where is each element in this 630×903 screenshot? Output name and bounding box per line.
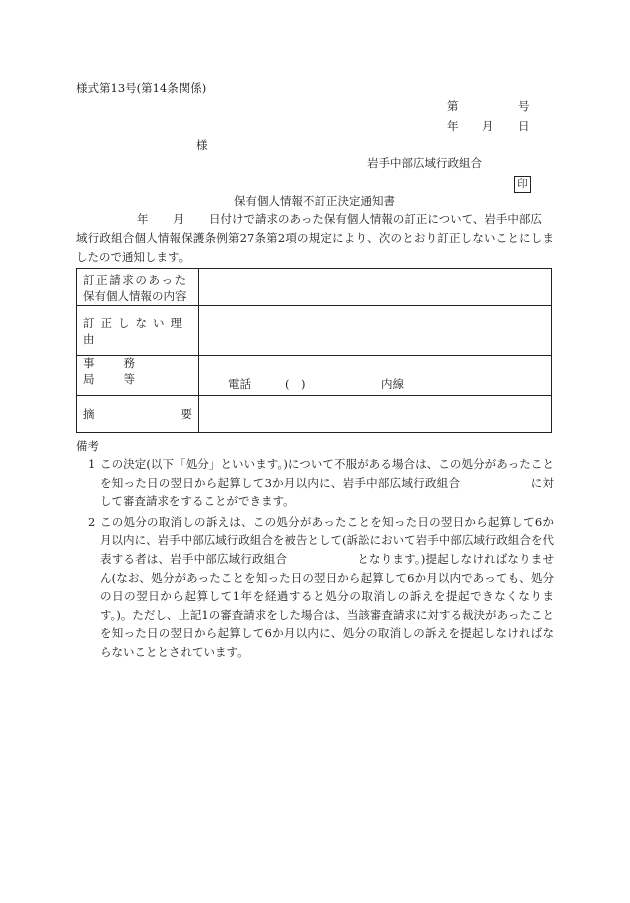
- seal-stamp: 印: [514, 176, 531, 193]
- body-text-continued: 域行政組合個人情報保護条例第27条第2項の規定により、次のとおり訂正しないことにしましたので通知します。: [76, 231, 554, 264]
- requested-info-label: [77, 269, 199, 306]
- note-number: 2: [88, 514, 96, 529]
- document-number-suffix: 号: [518, 99, 530, 113]
- note-number: 1: [88, 457, 96, 471]
- table-row: [77, 356, 552, 396]
- body-date-year: 年: [137, 212, 149, 226]
- date-month-label: 月: [482, 119, 494, 133]
- phone-parens: ( ): [285, 377, 306, 391]
- office-contact-cell: [199, 356, 552, 396]
- phone-label: 電話: [228, 377, 251, 391]
- note-text: この決定(以下「処分」といいます。)について不服がある場合は、この処分があったことを知った日の翌日から起算して3か月以内に、岩手中部広域行政組合 に対して審査請求をすることができます。: [100, 457, 554, 509]
- extension-label: 内線: [381, 377, 404, 391]
- table-row: [77, 396, 552, 433]
- note-item: [76, 455, 554, 511]
- date-year-label: 年: [447, 119, 459, 133]
- body-date-month: 月: [173, 212, 185, 226]
- office-label: [77, 356, 199, 396]
- no-correction-reason-label-text: 訂正しない理由: [83, 315, 188, 346]
- issuer-name: 岩手中部広域行政組合: [367, 156, 482, 170]
- body-text-first-line: 日付けで請求のあった保有個人情報の訂正について、岩手中部広: [209, 212, 542, 226]
- decision-table: [76, 268, 552, 433]
- table-row: [77, 306, 552, 356]
- recipient-suffix: 様: [196, 138, 208, 152]
- remarks-label-text: [83, 406, 192, 422]
- date-day-label: 日: [518, 119, 530, 133]
- requested-info-label-line2: 保有個人情報の内容: [83, 288, 187, 303]
- document-number-label: 第: [447, 99, 459, 113]
- no-correction-reason-value: [199, 306, 552, 356]
- document-title: 保有個人情報不訂正決定通知書: [234, 194, 395, 208]
- note-text: この処分の取消しの訴えは、この処分があったことを知った日の翌日から起算して6か月以内に、岩手中部広域行政組合を被告として(訴訟において岩手中部広域行政組合を代表する者は、岩手中部広域行政組合 となります。)提起しなければなりません(なお、処分があったことを知った日の翌日から起算して6か月以内であっても、処分の日の翌日から起算して1年を経過すると処分の取消しの訴えを提起できなくなります。)。ただし、上記1の審査請求をした場合は、当該審査請求に対する裁決があったことを知った日の翌日から起算して6か月以内に、処分の取消しの訴えを提起しなければならないこととされています。: [100, 514, 554, 659]
- remarks-value: [199, 396, 552, 433]
- notes-section: [76, 437, 554, 664]
- no-correction-reason-label: [77, 306, 199, 356]
- remarks-label: [77, 396, 199, 433]
- remarks-label-char-1: 摘: [83, 407, 95, 421]
- requested-info-label-line1: 訂正請求のあった: [83, 272, 188, 287]
- note-item: [76, 513, 554, 662]
- table-row: [77, 269, 552, 306]
- office-label-text: 事務局等: [83, 355, 164, 386]
- form-number: 様式第13号(第14条関係): [76, 81, 207, 95]
- notes-title: 備考: [76, 439, 99, 453]
- remarks-label-char-2: 要: [180, 407, 192, 421]
- requested-info-value: [199, 269, 552, 306]
